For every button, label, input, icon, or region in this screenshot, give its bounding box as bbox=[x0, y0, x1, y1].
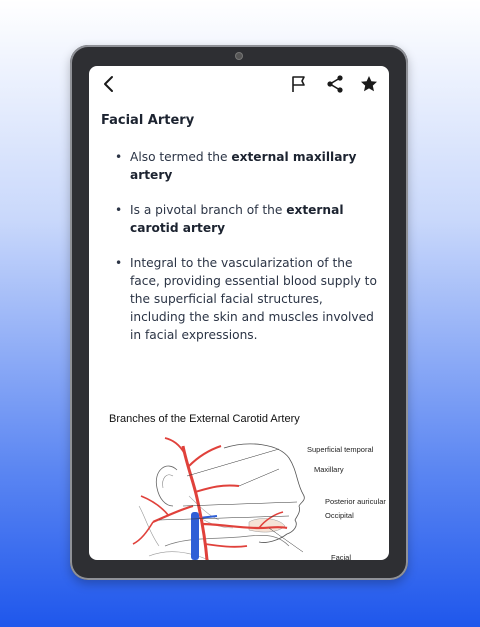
bullet-text: Also termed the bbox=[130, 150, 232, 164]
star-icon bbox=[357, 72, 381, 96]
flag-icon bbox=[287, 72, 311, 96]
camera-dot bbox=[236, 53, 242, 59]
label-superficial-temporal: Superficial temporal bbox=[307, 445, 374, 454]
bullet-text: Is a pivotal branch of the bbox=[130, 203, 287, 217]
tablet-frame bbox=[70, 45, 408, 580]
flag-button[interactable] bbox=[287, 72, 311, 96]
bullet-item bbox=[115, 201, 379, 237]
label-maxillary: Maxillary bbox=[314, 465, 344, 474]
figure-caption: Branches of the External Carotid Artery bbox=[109, 413, 300, 425]
bullet-list bbox=[115, 148, 379, 361]
bullet-item bbox=[115, 148, 379, 184]
share-button[interactable] bbox=[323, 72, 347, 96]
bullet-bold-text: external maxillary artery bbox=[130, 150, 357, 182]
artery-illustration bbox=[129, 436, 389, 560]
top-toolbar bbox=[89, 66, 389, 102]
screen bbox=[89, 66, 389, 560]
bullet-item bbox=[115, 254, 379, 344]
back-button[interactable] bbox=[97, 72, 121, 96]
article-title: Facial Artery bbox=[101, 113, 195, 128]
chevron-left-icon bbox=[97, 72, 121, 96]
anatomy-figure bbox=[129, 436, 389, 560]
label-facial: Facial bbox=[331, 553, 352, 560]
bullet-bold-text: external carotid artery bbox=[130, 203, 344, 235]
bullet-text: Integral to the vascularization of the face, providing essential blood supply to the superficial facial structures, including the skin and muscles involved in facial expressions. bbox=[130, 256, 377, 342]
share-icon bbox=[323, 72, 347, 96]
label-posterior-auricular: Posterior auricular bbox=[325, 497, 386, 506]
bookmark-button[interactable] bbox=[357, 72, 381, 96]
label-occipital: Occipital bbox=[325, 511, 354, 520]
